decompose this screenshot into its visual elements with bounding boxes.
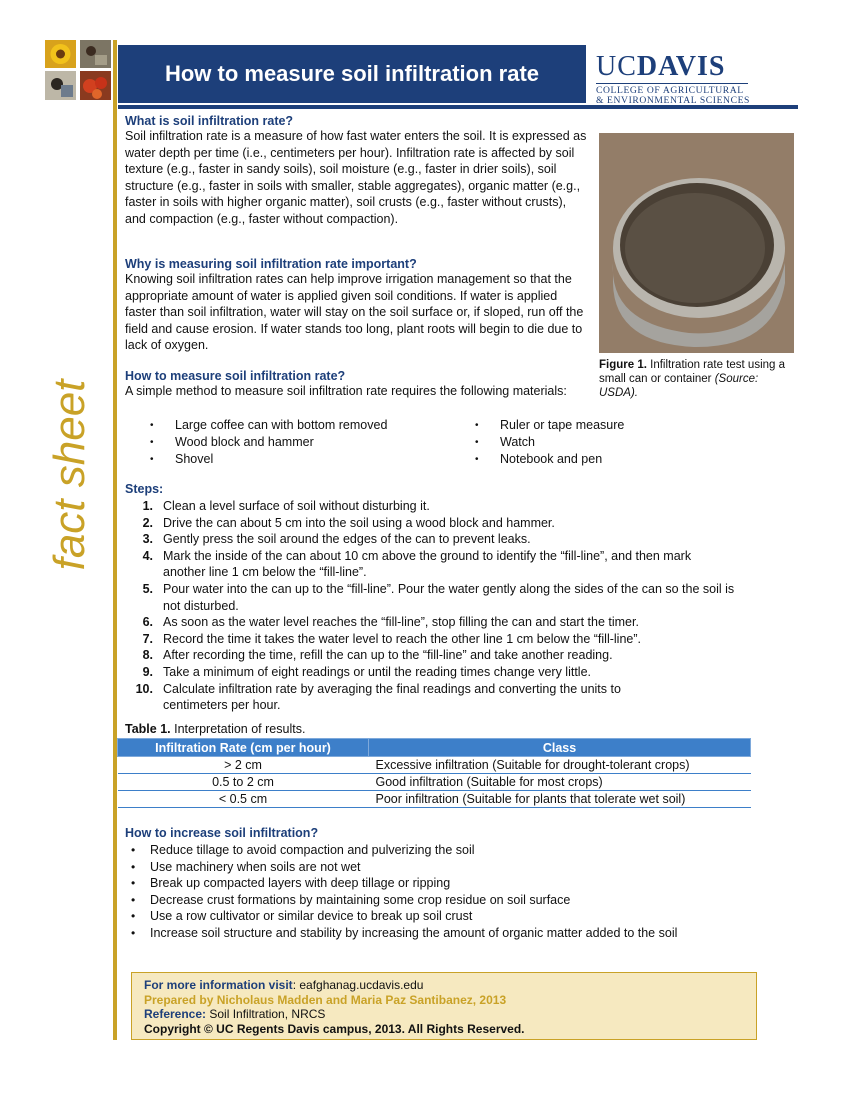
step-item — [125, 498, 745, 515]
soil-can-photo — [599, 133, 794, 353]
section-steps-heading — [125, 482, 163, 496]
step-number: 9. — [142, 664, 153, 679]
table-row — [118, 774, 751, 791]
results-table — [117, 738, 751, 808]
list-item: • Large coffee can with bottom removed — [125, 417, 455, 434]
section-how — [125, 369, 595, 400]
table-cell: > 2 cm — [118, 757, 369, 774]
step-number: 6. — [142, 615, 153, 630]
table-caption — [125, 722, 305, 736]
step-text: Mark the inside of the can about 10 cm above the ground to identify the “fill-line”, and then mark another line 1 cm below the “fill-line”. — [163, 548, 692, 580]
fact-sheet-label — [40, 360, 100, 590]
list-item: • Wood block and hammer — [125, 434, 455, 451]
figure-caption-text: Infiltration rate test using a small can or container — [599, 359, 786, 385]
footer-copyright: Copyright © UC Regents Davis campus, 2013. All Rights Reserved. — [144, 1021, 525, 1036]
list-item: • Shovel — [125, 451, 455, 468]
section-body: Soil infiltration rate is a measure of how fast water enters the soil. It is expressed as water depth per time (i.e., centimeters per hour). Infiltration rate is affected by soil texture (e.g., faster in sandy soils), soil moisture (e.g., faster in drier soils), soil structure (e.g., faster in soils with smaller, stable aggregates), organic matter (e.g., faster in soils with higher organic matter), soil crusts (e.g., faster without crusts), and compaction (e.g., faster without compaction). — [125, 129, 587, 226]
list-item: • Notebook and pen — [450, 451, 710, 468]
section-heading: How to measure soil infiltration rate? — [125, 369, 346, 383]
logo-davis: DAVIS — [636, 51, 726, 82]
section-why — [125, 257, 590, 354]
materials-list-left — [125, 417, 455, 468]
column-header: Infiltration Rate (cm per hour) — [118, 739, 369, 757]
list-item: • Reduce tillage to avoid compaction and pulverizing the soil — [125, 842, 725, 859]
list-item: • Use a row cultivator or similar device to break up soil crust — [125, 908, 725, 925]
footer-box — [131, 972, 757, 1040]
step-item — [125, 531, 745, 548]
logo-wordmark — [596, 52, 752, 82]
uc-davis-logo — [596, 52, 752, 104]
list-item: • Increase soil structure and stability by increasing the amount of organic matter added to the soil — [125, 925, 725, 942]
step-number: 7. — [142, 631, 153, 646]
step-number: 1. — [142, 499, 153, 513]
step-item — [125, 581, 745, 614]
footer-info-link[interactable]: : eafghanag.ucdavis.edu — [292, 978, 424, 992]
step-text: Clean a level surface of soil without disturbing it. — [163, 499, 430, 513]
footer-reference — [144, 1007, 744, 1022]
section-body: Knowing soil infiltration rates can help improve irrigation management so that the appropriate amount of water is applied given soil conditions. If water is applied faster than soil infiltration, water will stay on the soil surface or, if sloped, run off the field and cause erosion. If water stands too long, plant roots will begin to die due to lack of oxygen. — [125, 272, 584, 353]
list-item: • Break up compacted layers with deep tillage or ripping — [125, 875, 725, 892]
step-item — [125, 647, 745, 664]
footer-info-label: For more information visit — [144, 978, 293, 992]
step-text: Pour water into the can up to the “fill-line”. Pour the water gently along the sides of the can so the soil is not disturbed. — [163, 581, 735, 613]
step-number: 5. — [142, 581, 153, 596]
footer-info — [144, 978, 744, 993]
step-text: As soon as the water level reaches the “fill-line”, stop filling the can and start the timer. — [163, 615, 639, 630]
table-caption-label: Table 1. — [125, 722, 171, 736]
list-item: • Use machinery when soils are not wet — [125, 859, 725, 876]
logo-subtitle-2: & ENVIRONMENTAL SCIENCES — [596, 95, 750, 106]
list-item: • Decrease crust formations by maintaining some crop residue on soil surface — [125, 892, 725, 909]
section-heading: Why is measuring soil infiltration rate important? — [125, 257, 417, 271]
step-item — [125, 548, 745, 581]
column-header: Class — [369, 739, 751, 757]
table-cell: Good infiltration (Suitable for most crops) — [369, 774, 751, 791]
table-cell: < 0.5 cm — [118, 791, 369, 808]
step-text: Drive the can about 5 cm into the soil using a wood block and hammer. — [163, 515, 555, 530]
step-number: 4. — [142, 548, 153, 563]
materials-list-right — [450, 417, 710, 468]
step-item — [125, 515, 745, 532]
page-title: How to measure soil infiltration rate — [164, 61, 540, 86]
step-item — [125, 681, 745, 714]
step-number: 10. — [135, 681, 153, 696]
step-text: Gently press the soil around the edges of the can to prevent leaks. — [163, 532, 531, 547]
step-text: After recording the time, refill the can up to the “fill-line” and take another reading. — [163, 648, 613, 663]
table-cell: Excessive infiltration (Suitable for drought-tolerant crops) — [369, 757, 751, 774]
section-heading: What is soil infiltration rate? — [125, 114, 294, 128]
footer-reference-value: Soil Infiltration, NRCS — [206, 1007, 326, 1021]
thumbnail-collage — [45, 40, 111, 100]
gold-vertical-rule — [113, 40, 117, 1040]
table-row — [118, 757, 751, 774]
logo-uc: UC — [596, 51, 637, 82]
table-cell: 0.5 to 2 cm — [118, 774, 369, 791]
step-number: 3. — [142, 532, 153, 547]
figure-caption — [599, 358, 799, 400]
step-number: 8. — [142, 648, 153, 663]
section-increase — [125, 826, 318, 840]
section-heading: Steps: — [125, 482, 164, 496]
header-band — [118, 45, 586, 103]
steps-list — [125, 498, 745, 714]
table-header-row — [118, 739, 751, 757]
section-what — [125, 114, 590, 228]
table-cell: Poor infiltration (Suitable for plants that tolerate wet soil) — [369, 791, 751, 808]
logo-subtitle-1: COLLEGE OF AGRICULTURAL — [596, 85, 744, 96]
step-item — [125, 631, 745, 648]
step-text: Calculate infiltration rate by averaging the final readings and converting the units to centimeters per hour. — [163, 681, 621, 713]
step-number: 2. — [142, 515, 153, 530]
list-item: • Watch — [450, 434, 710, 451]
figure-caption-label: Figure 1. — [599, 359, 647, 371]
figure-caption-source: (Source: USDA). — [599, 373, 759, 399]
logo-divider — [596, 83, 748, 84]
step-item — [125, 664, 745, 681]
step-text: Take a minimum of eight readings or until the reading times change very little. — [163, 664, 591, 679]
increase-list — [125, 842, 725, 942]
step-item — [125, 614, 745, 631]
section-intro: A simple method to measure soil infiltration rate requires the following materials: — [125, 384, 567, 398]
list-item: • Ruler or tape measure — [450, 417, 710, 434]
footer-prepared: Prepared by Nicholaus Madden and Maria Paz Santibanez, 2013 — [144, 992, 507, 1007]
figure-photo — [599, 133, 794, 353]
footer-reference-label: Reference: — [144, 1007, 207, 1021]
fact-sheet-text: fact sheet — [45, 379, 94, 571]
section-heading: How to increase soil infiltration? — [125, 826, 319, 840]
thumbnail-photos — [45, 40, 111, 100]
table-row — [118, 791, 751, 808]
table-caption-text: Interpretation of results. — [170, 722, 306, 736]
step-text: Record the time it takes the water level to reach the other line 1 cm below the “fill-line”. — [163, 631, 641, 646]
